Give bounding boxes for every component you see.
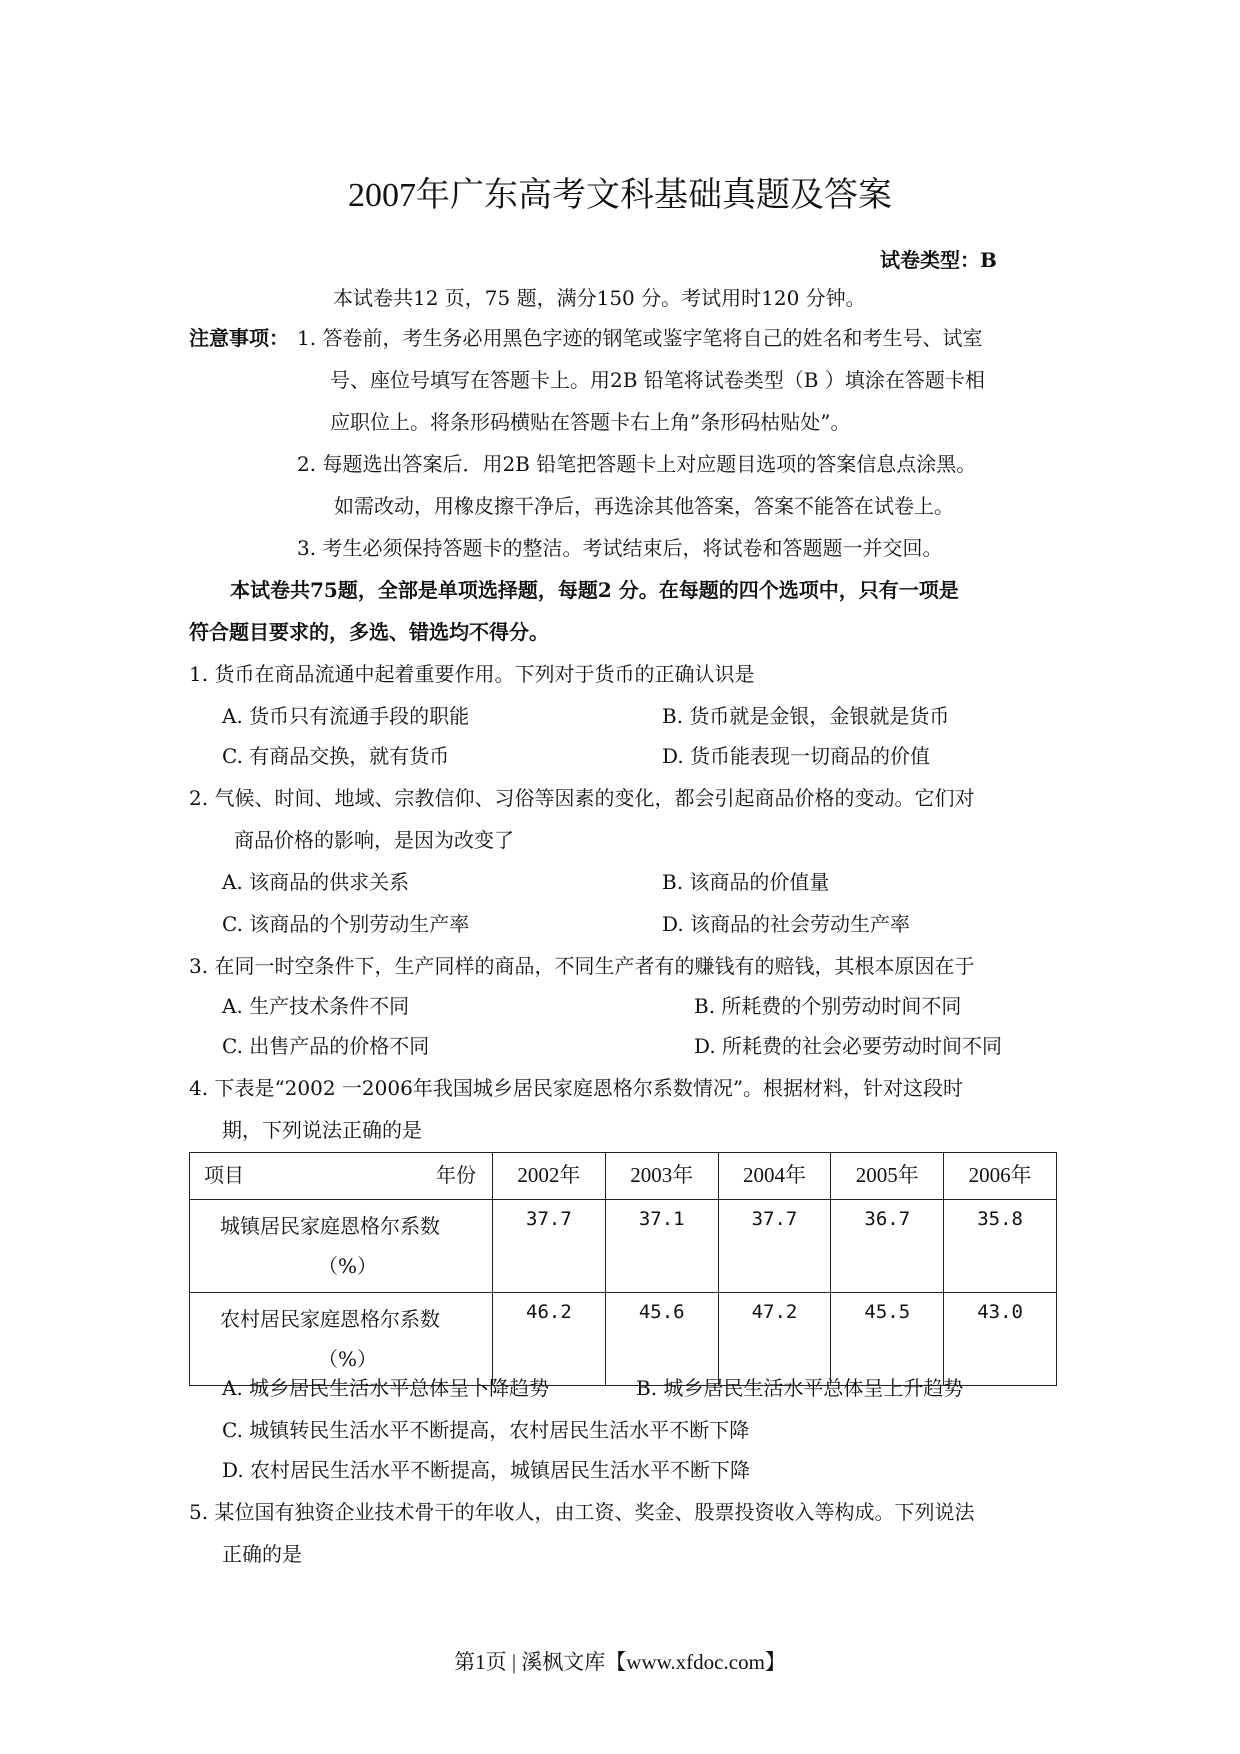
- q2-stem-line-2: 商品价格的影响，是因为改变了: [234, 828, 514, 852]
- table-header-row: [190, 1153, 1057, 1200]
- year-header: 2003年: [605, 1153, 718, 1200]
- note-1-line-2: 号、座位号填写在答题卡上。用2B 铅笔将试卷类型（B ）填涂在答题卡相: [330, 368, 985, 392]
- table-corner-cell: [190, 1153, 493, 1200]
- corner-year-label: 年份: [436, 1163, 476, 1187]
- row-label-cell: [190, 1293, 493, 1386]
- row-label-cell: [190, 1200, 493, 1293]
- notes-label: 注意事项：: [189, 326, 289, 350]
- q3-option-a: A. 生产技术条件不同: [222, 994, 410, 1018]
- q3-stem: 3. 在同一时空条件下，生产同样的商品，不同生产者有的赚钱有的赔钱，其根本原因在于: [189, 954, 975, 978]
- q1-option-d: D. 货币能表现一切商品的价值: [662, 744, 931, 768]
- year-header: 2005年: [831, 1153, 944, 1200]
- table-cell: 37.7: [493, 1200, 606, 1293]
- page-title: 2007年广东高考文科基础真题及答案: [348, 177, 892, 214]
- q3-option-d: D. 所耗费的社会必要劳动时间不同: [694, 1034, 1003, 1058]
- q4-stem-line-2: 期，下列说法正确的是: [222, 1118, 422, 1142]
- table-cell: 36.7: [831, 1200, 944, 1293]
- q1-option-b: B. 货币就是金银，金银就是货币: [662, 704, 950, 728]
- row-label: 农村居民家庭恩格尔系数: [220, 1307, 440, 1331]
- engel-coefficient-table: [189, 1152, 1057, 1386]
- instruction-line-2: 符合题目要求的，多选、错选均不得分。: [189, 620, 549, 644]
- q2-option-d: D. 该商品的社会劳动生产率: [662, 912, 911, 936]
- year-header: 2002年: [493, 1153, 606, 1200]
- note-1-line-1: 1. 答卷前，考生务必用黑色字迹的钢笔或鉴字笔将自己的姓名和考生号、试室: [297, 326, 983, 350]
- q4-stem-line-1: 4. 下表是“2002 一2006年我国城乡居民家庭恩格尔系数情况”。根据材料，针对这段时: [189, 1076, 964, 1100]
- table-cell: 45.6: [605, 1293, 718, 1386]
- q1-option-a: A. 货币只有流通手段的职能: [222, 704, 470, 728]
- q1-stem: 1. 货币在商品流通中起着重要作用。下列对于货币的正确认识是: [189, 662, 755, 686]
- table-cell: 35.8: [944, 1200, 1057, 1293]
- q2-option-c: C. 该商品的个别劳动生产率: [222, 912, 470, 936]
- page-footer: 第1页 | 溪枫文库【www.xfdoc.com】: [454, 1650, 786, 1674]
- q5-stem-line-1: 5. 某位国有独资企业技术骨干的年收人，由工资、奖金、股票投资收入等构成。下列说法: [189, 1500, 975, 1524]
- table-cell: 37.1: [605, 1200, 718, 1293]
- paper-type-label: 试卷类型：B: [880, 248, 997, 272]
- table-cell: 45.5: [831, 1293, 944, 1386]
- q2-option-a: A. 该商品的供求关系: [222, 870, 410, 894]
- q2-option-b: B. 该商品的价值量: [662, 870, 830, 894]
- note-2-line-1: 2. 每题选出答案后．用2B 铅笔把答题卡上对应题目选项的答案信息点涂黑。: [297, 452, 977, 476]
- table-row-urban: [190, 1200, 1057, 1293]
- row-unit: （%）: [318, 1254, 378, 1278]
- table-cell: 47.2: [718, 1293, 831, 1386]
- table-row-rural: [190, 1293, 1057, 1386]
- note-1-line-3: 应职位上。将条形码横贴在答题卡右上角”条形码枯贴处”。: [330, 410, 851, 434]
- year-header: 2004年: [718, 1153, 831, 1200]
- q3-option-c: C. 出售产品的价格不同: [222, 1034, 430, 1058]
- note-3: 3. 考生必须保持答题卡的整洁。考试结束后，将试卷和答题题一并交回。: [297, 536, 943, 560]
- row-unit: （%）: [318, 1347, 378, 1371]
- table-cell: 43.0: [944, 1293, 1057, 1386]
- q4-option-b: B. 城乡居民生活水平总体呈上升趋势: [636, 1376, 964, 1400]
- table-cell: 46.2: [493, 1293, 606, 1386]
- q3-option-b: B. 所耗费的个别劳动时间不同: [694, 994, 962, 1018]
- note-2-line-2: 如需改动，用橡皮擦干净后，再选涂其他答案，答案不能答在试卷上。: [334, 494, 954, 518]
- q1-option-c: C. 有商品交换，就有货币: [222, 744, 450, 768]
- corner-item-label: 项目: [204, 1163, 244, 1187]
- q4-option-d: D. 农村居民生活水平不断提高，城镇居民生活水平不断下降: [222, 1458, 751, 1482]
- instruction-line-1: 本试卷共75题，全部是单项选择题，每题2 分。在每题的四个选项中，只有一项是: [230, 578, 959, 602]
- q5-stem-line-2: 正确的是: [222, 1542, 302, 1566]
- row-label: 城镇居民家庭恩格尔系数: [220, 1214, 440, 1238]
- year-header: 2006年: [944, 1153, 1057, 1200]
- table-cell: 37.7: [718, 1200, 831, 1293]
- q4-option-a: A. 城乡居民生活水平总体呈卜降趋势: [222, 1376, 550, 1400]
- q4-option-c: C. 城镇转民生活水平不断提高，农村居民生活水平不断下降: [222, 1418, 750, 1442]
- intro-text: 本试卷共12 页，75 题，满分150 分。考试用时120 分钟。: [333, 286, 866, 310]
- q2-stem-line-1: 2. 气候、时间、地域、宗教信仰、习俗等因素的变化，都会引起商品价格的变动。它们对: [189, 786, 975, 810]
